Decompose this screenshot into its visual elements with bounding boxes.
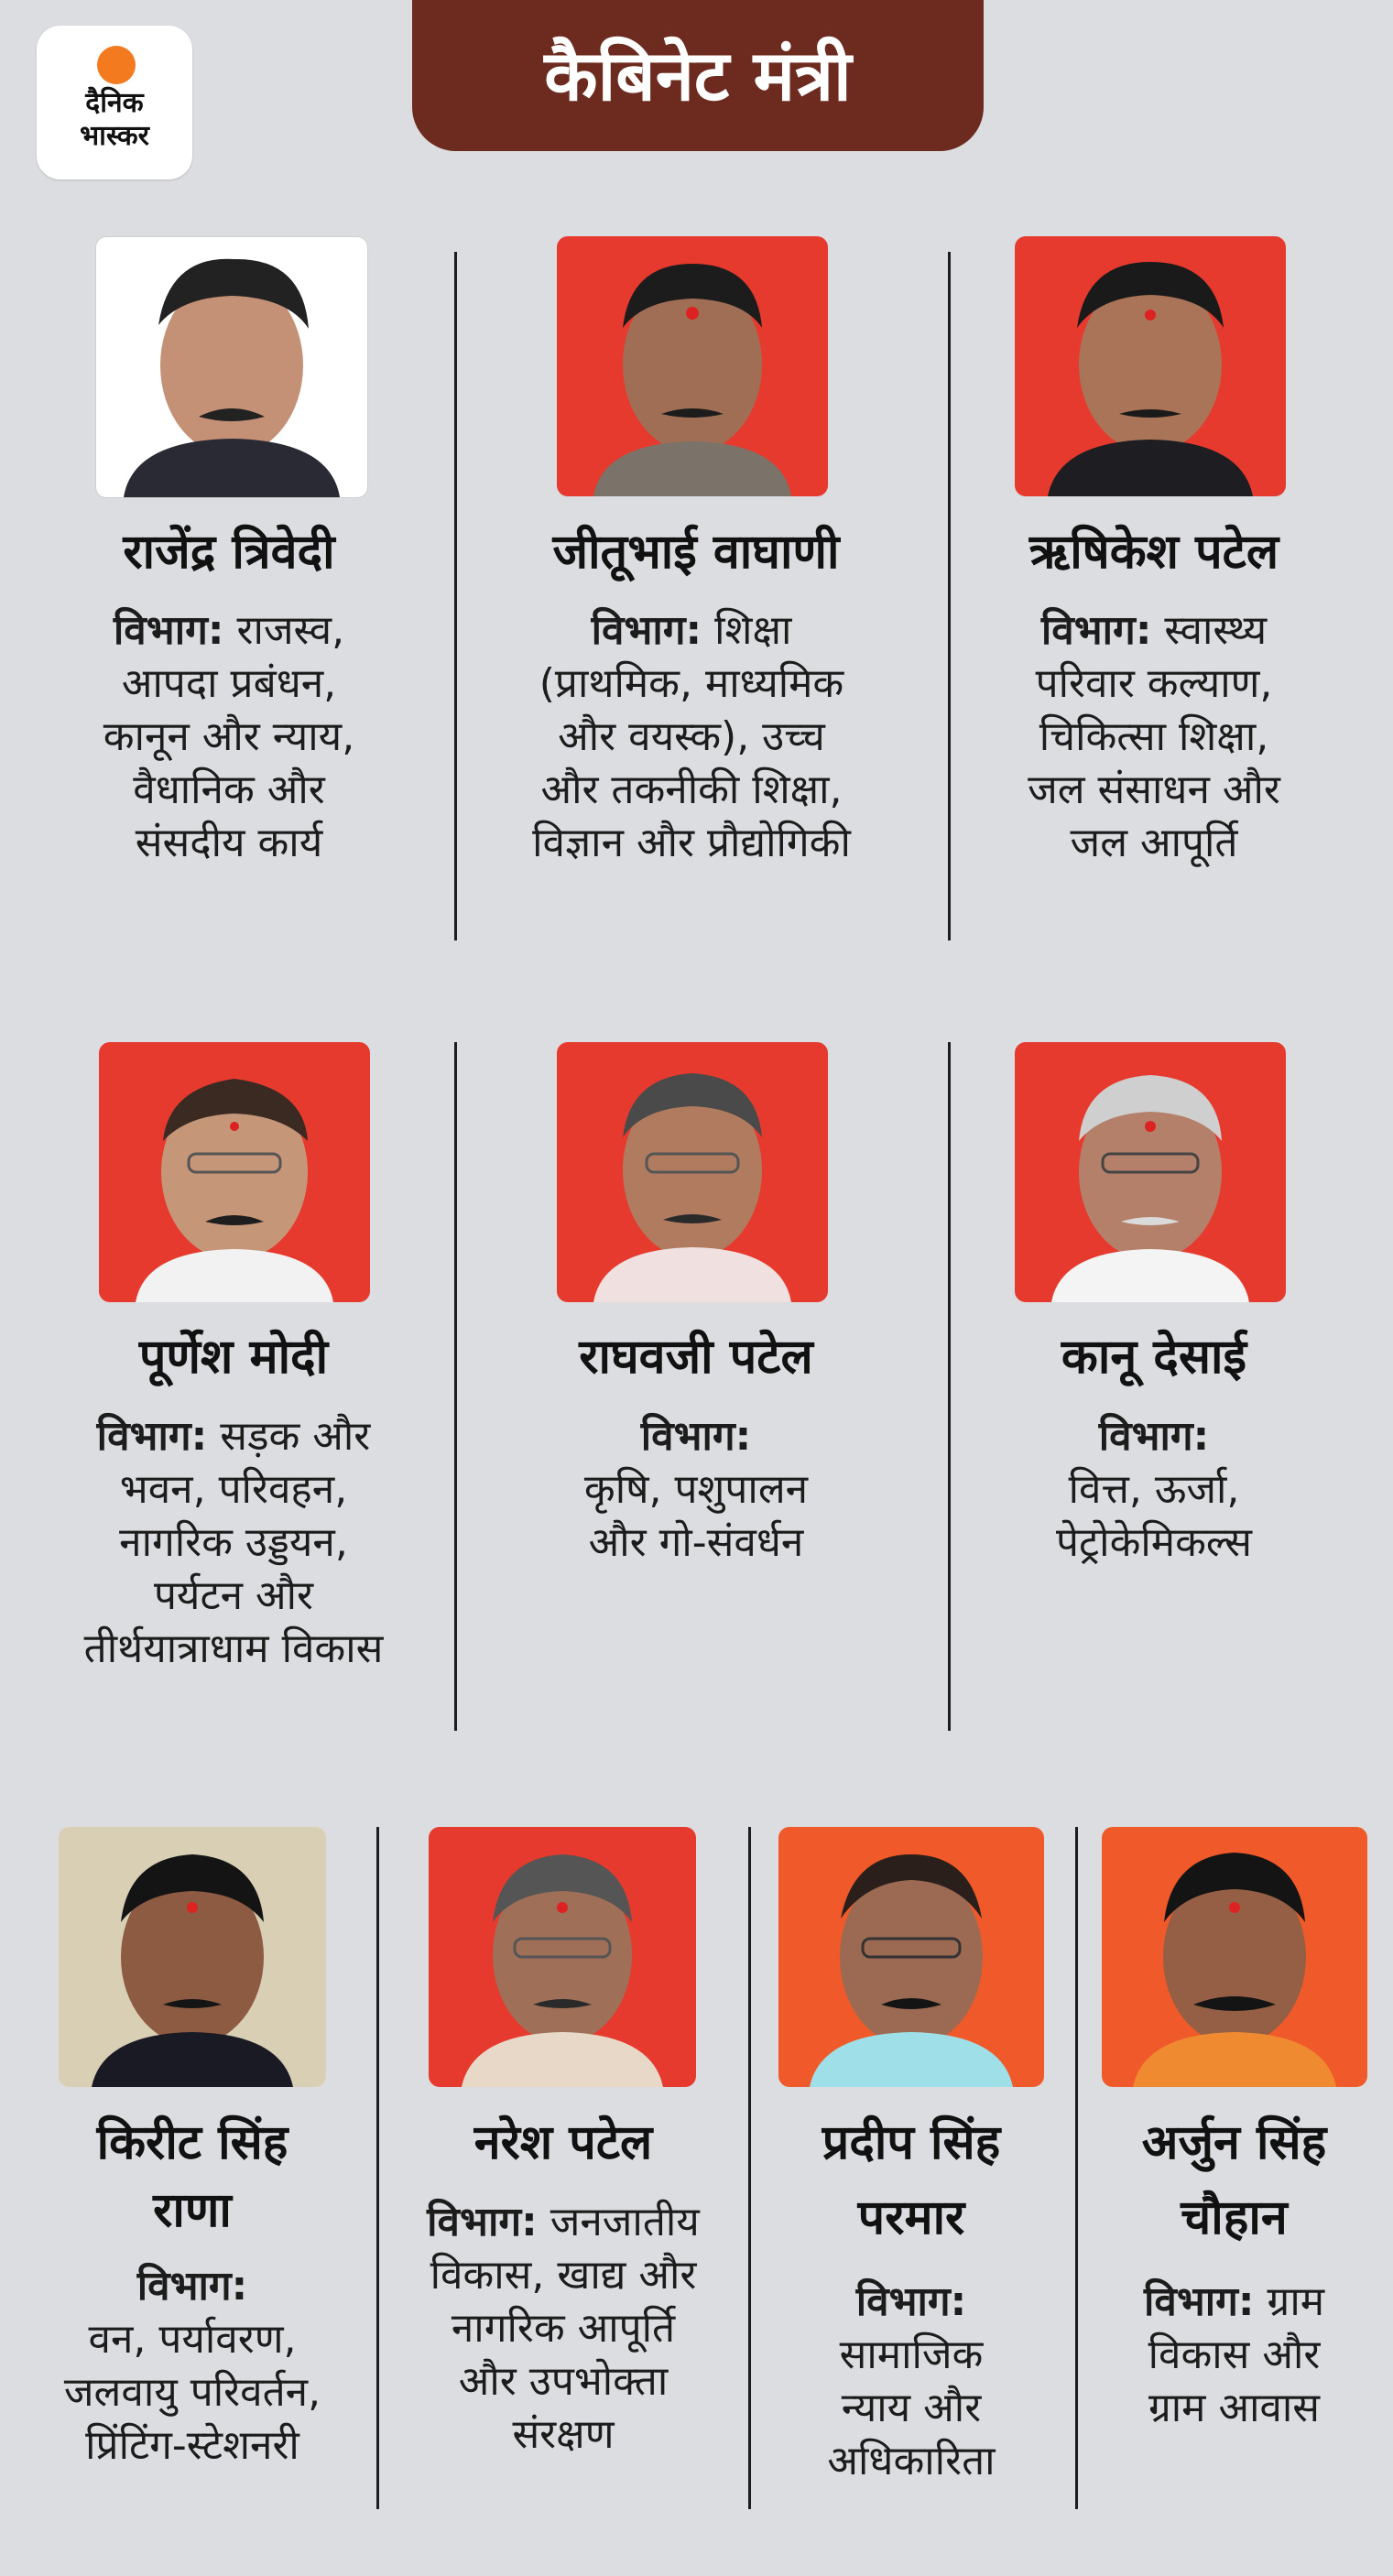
department-line: और तकनीकी शिक्षा,: [540, 766, 843, 813]
department-line: वित्त, ऊर्जा,: [1068, 1466, 1240, 1513]
minister-name-line-2: चौहान: [1181, 2190, 1288, 2245]
department-label: विभाग:: [1143, 2278, 1255, 2325]
minister-name-line-1: प्रदीप सिंह: [822, 2115, 1001, 2170]
minister-department: [5, 2260, 380, 2473]
department-label: विभाग:: [1040, 607, 1152, 654]
minister-name: नरेश पटेल: [473, 2115, 653, 2170]
minister-photo: [99, 1042, 370, 1302]
page-title: कैबिनेट मंत्री: [544, 35, 852, 116]
department-label: विभाग:: [1098, 1413, 1210, 1460]
department-line: आपदा प्रबंधन,: [121, 660, 337, 707]
minister-department: [27, 604, 430, 870]
department-line: न्याय और: [841, 2385, 982, 2431]
minister-name: राजेंद्र त्रिवेदी: [123, 525, 335, 580]
department-line: कृषि, पशुपालन: [583, 1466, 809, 1513]
department-line: पर्यटन और: [153, 1572, 314, 1619]
minister-department: [476, 604, 907, 870]
department-line: तीर्थयात्राधाम विकास: [83, 1625, 384, 1672]
department-line: नागरिक उड्डयन,: [119, 1519, 348, 1566]
department-line: संसदीय कार्य: [135, 820, 323, 866]
department-line: चिकित्सा शिक्षा,: [1039, 713, 1269, 760]
department-label: विभाग:: [136, 2263, 248, 2310]
logo-line-2: भास्कर: [80, 120, 149, 152]
department-line: अधिकारिता: [827, 2438, 996, 2484]
minister-name-line-2: राणा: [153, 2183, 232, 2238]
minister-department: [385, 2196, 742, 2462]
department-line: (प्राथमिक, माध्यमिक: [539, 660, 844, 707]
department-line: जल संसाधन और: [1028, 766, 1280, 813]
minister-department: [962, 604, 1346, 870]
department-label: विभाग:: [591, 607, 702, 654]
department-line: वन, पर्यावरण,: [88, 2316, 297, 2363]
department-line: विज्ञान और प्रौद्योगिकी: [532, 820, 851, 866]
minister-name: पूर्णेश मोदी: [138, 1330, 329, 1385]
department-line: प्रिंटिंग-स्टेशनरी: [85, 2422, 299, 2469]
minister-photo: [557, 1042, 828, 1302]
minister-photo: [1102, 1827, 1367, 2087]
department-line: ग्राम आवास: [1148, 2385, 1321, 2431]
minister-name-line-2: परमार: [857, 2190, 965, 2245]
divider: [948, 252, 951, 940]
dainik-bhaskar-logo: [37, 26, 192, 179]
department-line: भवन, परिवहन,: [119, 1466, 348, 1513]
minister-department: [962, 1410, 1346, 1570]
department-line: और उपभोक्ता: [458, 2358, 669, 2405]
minister-name-line-1: किरीट सिंह: [96, 2115, 288, 2170]
minister-department: [18, 1410, 449, 1676]
department-line: जलवायु परिवर्तन,: [63, 2369, 321, 2416]
minister-photo: [778, 1827, 1044, 2087]
divider: [1075, 1827, 1078, 2509]
department-line: विकास और: [1148, 2331, 1321, 2378]
header-banner: [412, 0, 984, 151]
minister-photo: [1015, 236, 1286, 496]
department-line: ग्राम: [1267, 2278, 1325, 2325]
divider: [454, 1042, 457, 1731]
sun-icon: [97, 46, 136, 84]
department-line: और गो-संवर्धन: [588, 1519, 804, 1566]
department-line: राजस्व,: [236, 607, 345, 654]
minister-photo: [95, 236, 368, 498]
minister-photo: [1015, 1042, 1286, 1302]
minister-photo: [59, 1827, 326, 2087]
department-line: शिक्षा: [714, 607, 792, 654]
logo-line-1: दैनिक: [85, 87, 144, 119]
minister-name: कानू देसाई: [1061, 1330, 1247, 1385]
minister-name-line-1: अर्जुन सिंह: [1141, 2115, 1327, 2170]
department-line: जल आपूर्ति: [1070, 820, 1238, 866]
minister-department: [1081, 2276, 1388, 2435]
department-line: स्वास्थ्य: [1164, 607, 1268, 654]
minister-name: राघवजी पटेल: [579, 1330, 813, 1385]
department-line: सड़क और: [220, 1413, 371, 1460]
minister-name: जीतूभाई वाघाणी: [552, 525, 840, 580]
department-label: विभाग:: [640, 1413, 752, 1460]
department-line: और वयस्क), उच्च: [558, 713, 825, 760]
minister-department: [485, 1410, 907, 1570]
department-label: विभाग:: [427, 2199, 538, 2245]
department-label: विभाग:: [96, 1413, 208, 1460]
department-label: विभाग:: [855, 2278, 967, 2325]
department-line: सामाजिक: [839, 2331, 984, 2378]
minister-name: ऋषिकेश पटेल: [1028, 525, 1279, 580]
minister-photo: [557, 236, 828, 496]
department-line: वैधानिक और: [133, 766, 325, 813]
department-line: पेट्रोकेमिकल्स: [1056, 1519, 1252, 1566]
department-line: कानून और न्याय,: [103, 713, 355, 760]
department-line: परिवार कल्याण,: [1035, 660, 1273, 707]
minister-photo: [429, 1827, 696, 2087]
minister-department: [751, 2276, 1072, 2488]
divider: [948, 1042, 951, 1731]
department-label: विभाग:: [113, 607, 224, 654]
department-line: संरक्षण: [512, 2411, 615, 2458]
department-line: विकास, खाद्य और: [430, 2252, 697, 2299]
divider: [454, 252, 457, 940]
department-line: नागरिक आपूर्ति: [451, 2305, 676, 2352]
department-line: जनजातीय: [550, 2199, 700, 2245]
